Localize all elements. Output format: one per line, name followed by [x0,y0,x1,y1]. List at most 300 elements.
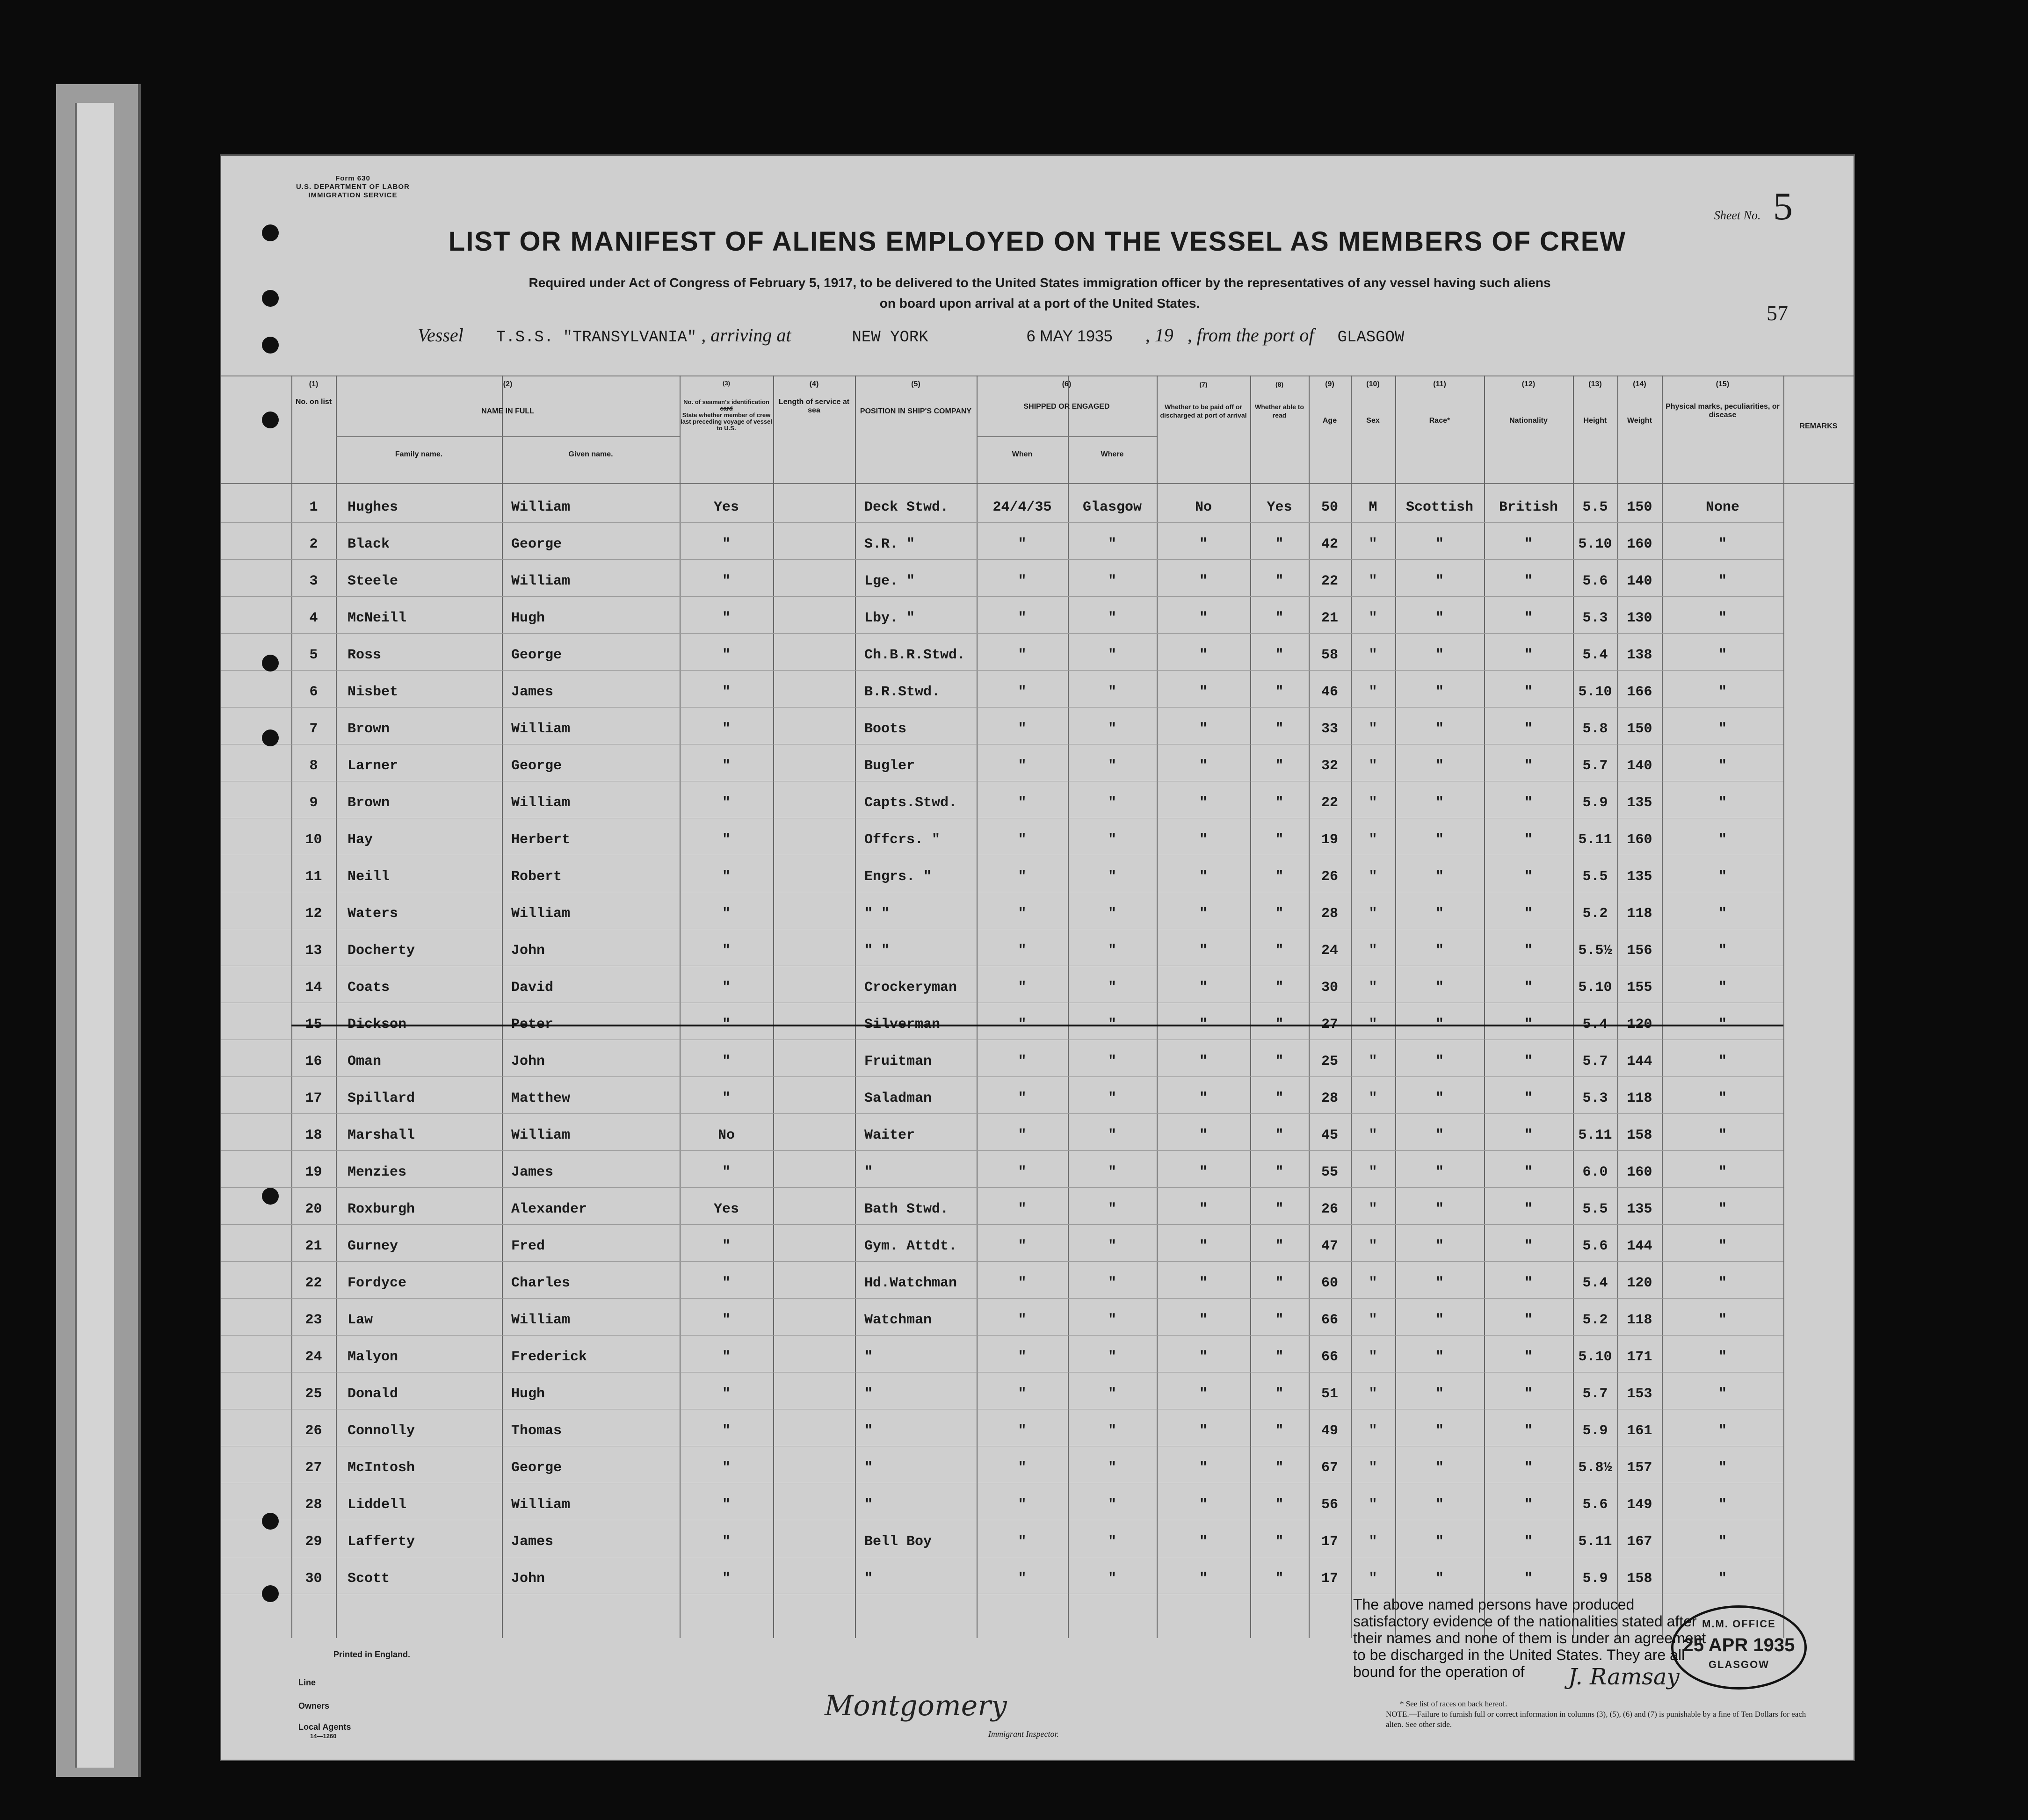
cell-sex: " [1369,1275,1377,1291]
cell-read: " [1275,758,1284,774]
cell-paid: " [1199,1127,1208,1143]
cell-c3: " [722,610,731,626]
cell-c3: " [722,1054,731,1069]
cell-age: 51 [1321,1386,1338,1402]
cell-age: 30 [1321,980,1338,996]
table-row [221,1372,1783,1409]
cell-nat: " [1524,573,1533,589]
cell-where: " [1108,1275,1116,1291]
hdr-num: (12) [1521,380,1535,388]
cell-paid: " [1199,795,1208,811]
cell-family: Law [348,1312,373,1328]
cell-read: " [1275,684,1284,700]
cell-nat: " [1524,1017,1533,1033]
page-subtitle [371,273,1709,314]
cell-sex: " [1369,1312,1377,1328]
cell-ht: 5.7 [1582,1386,1608,1402]
cell-read: " [1275,906,1284,922]
cell-paid: " [1199,610,1208,626]
hdr-num: (15) [1716,380,1730,388]
table-row [221,485,1783,523]
cell-where: " [1108,869,1116,885]
cell-sex: " [1369,758,1377,774]
cell-age: 17 [1321,1534,1338,1550]
cell-age: 50 [1321,499,1338,515]
cell-given: Hugh [511,1386,545,1402]
cell-no: 22 [305,1275,322,1291]
cell-where: " [1108,1091,1116,1106]
cell-where: " [1108,573,1116,589]
cell-sex: " [1369,869,1377,885]
cell-family: Hay [348,832,373,848]
cell-given: Thomas [511,1423,562,1439]
cell-race: " [1435,758,1444,774]
cell-sex: " [1369,684,1377,700]
cell-when: " [1018,1127,1027,1143]
cell-read: " [1275,1091,1284,1106]
cell-race: " [1435,1386,1444,1402]
cell-age: 47 [1321,1238,1338,1254]
cell-read: " [1275,536,1284,552]
cell-wt: 144 [1627,1054,1652,1069]
cell-marks: " [1718,1386,1727,1402]
cell-family: Lafferty [348,1534,415,1550]
page-number: 57 [1767,301,1788,325]
cell-age: 26 [1321,869,1338,885]
punch-hole [262,1188,279,1205]
cell-nat: " [1524,1460,1533,1476]
cell-race: " [1435,1312,1444,1328]
table-row [221,929,1783,966]
cell-where: " [1108,1238,1116,1254]
cell-race: " [1435,1238,1444,1254]
stamp-date: 25 APR 1935 [1683,1635,1795,1655]
cell-where: " [1108,943,1116,959]
hdr-text: POSITION IN SHIP'S COMPANY [860,407,972,415]
cell-where: " [1108,536,1116,552]
cell-wt: 161 [1627,1423,1652,1439]
cell-sex: " [1369,1460,1377,1476]
cell-where: " [1108,1164,1116,1180]
cell-wt: 144 [1627,1238,1652,1254]
cell-race: " [1435,536,1444,552]
cell-family: Scott [348,1571,390,1587]
hdr-num: (5) [911,380,920,388]
cell-wt: 118 [1627,906,1652,922]
hdr-num: (3) [723,380,730,387]
cell-family: Fordyce [348,1275,407,1291]
cell-read: " [1275,647,1284,663]
cell-pos: S.R. " [864,536,915,552]
hdr-text: Whether able to read [1254,403,1304,419]
cell-no: 24 [305,1349,322,1365]
cell-family: Larner [348,758,398,774]
cell-marks: " [1718,1127,1727,1143]
certifier-signature: J. Ramsay [1568,1664,1680,1690]
cell-when: " [1018,1571,1027,1587]
cell-age: 17 [1321,1571,1338,1587]
cell-wt: 160 [1627,832,1652,848]
cell-nat: " [1524,906,1533,922]
cell-when: " [1018,1386,1027,1402]
cell-given: James [511,1164,554,1180]
hdr-text: Age [1322,417,1337,425]
table-row [221,1224,1783,1262]
hdr-text: NAME IN FULL [481,407,534,415]
cell-where: " [1108,1460,1116,1476]
from-port-label: , from the port of [1187,325,1314,346]
cell-family: Nisbet [348,684,398,700]
cell-no: 14 [305,980,322,996]
cell-read: " [1275,1423,1284,1439]
hdr-remarks: REMARKS [1799,422,1838,430]
table-row [221,1113,1783,1151]
hdr-nationality [1484,380,1573,425]
cell-where: " [1108,1497,1116,1513]
cell-no: 27 [305,1460,322,1476]
cell-c3: " [722,1017,731,1033]
cell-pos: B.R.Stwd. [864,684,941,700]
cell-age: 28 [1321,906,1338,922]
cell-sex: " [1369,1238,1377,1254]
cell-race: " [1435,1571,1444,1587]
cell-pos: " [864,1571,873,1587]
hdr-num: (6) [1062,380,1072,388]
hdr-rule [977,436,1157,437]
punch-hole [262,655,279,672]
cell-given: George [511,647,562,663]
cell-marks: " [1718,1275,1727,1291]
hdr-read [1250,380,1309,419]
table-row [221,966,1783,1003]
cell-age: 67 [1321,1460,1338,1476]
cell-ht: 5.9 [1582,1571,1608,1587]
cell-ht: 5.4 [1582,1275,1608,1291]
cell-read: " [1275,1127,1284,1143]
cell-c3: " [722,906,731,922]
cell-sex: " [1369,832,1377,848]
cell-ht: 6.0 [1582,1164,1608,1180]
cell-paid: " [1199,1275,1208,1291]
form-number: Form 630 [335,174,370,182]
cell-read: " [1275,869,1284,885]
cell-wt: 118 [1627,1091,1652,1106]
cell-no: 17 [305,1091,322,1106]
cell-nat: " [1524,1312,1533,1328]
cell-age: 26 [1321,1201,1338,1217]
cell-race: " [1435,1054,1444,1069]
cell-c3: " [722,1238,731,1254]
cell-c3: " [722,647,731,663]
cell-sex: " [1369,1091,1377,1106]
cell-ht: 5.5½ [1578,943,1612,959]
cell-c3: " [722,758,731,774]
hdr-text: Race* [1429,417,1450,425]
cell-pos: Capts.Stwd. [864,795,957,811]
cell-family: Ross [348,647,382,663]
cell-where: " [1108,1423,1116,1439]
hdr-text: Whether to be paid off or discharged at port of arrival [1160,403,1247,419]
hdr-service [773,380,855,415]
cell-pos: " " [864,906,890,922]
table-row [221,744,1783,781]
cell-wt: 135 [1627,869,1652,885]
cell-marks: None [1705,499,1739,515]
hdr-name [336,380,680,416]
cell-pos: Lby. " [864,610,915,626]
hdr-text: Sex [1366,417,1380,425]
cell-marks: " [1718,721,1727,737]
cell-where: " [1108,1127,1116,1143]
cell-paid: " [1199,1054,1208,1069]
cell-pos: " [864,1497,873,1513]
cell-family: Marshall [348,1127,415,1143]
cell-wt: 135 [1627,1201,1652,1217]
sheet-label: Sheet No. [1714,209,1761,222]
cell-read: " [1275,1017,1284,1033]
cell-paid: " [1199,1164,1208,1180]
cell-nat: " [1524,832,1533,848]
cell-nat: " [1524,610,1533,626]
hdr-num: (14) [1633,380,1646,388]
cell-pos: Silverman [864,1017,941,1033]
cell-given: Frederick [511,1349,587,1365]
cell-wt: 120 [1627,1275,1652,1291]
cell-age: 49 [1321,1423,1338,1439]
hdr-num: (7) [1199,381,1208,388]
cell-no: 4 [309,610,318,626]
cell-pos: " [864,1164,873,1180]
cell-given: William [511,1497,571,1513]
cell-pos: Gym. Attdt. [864,1238,957,1254]
cell-nat: " [1524,1164,1533,1180]
cell-c3: " [722,1349,731,1365]
cell-ht: 5.5 [1582,1201,1608,1217]
cell-marks: " [1718,684,1727,700]
table-row [221,596,1783,634]
hdr-card [680,380,773,432]
cell-wt: 120 [1627,1017,1652,1033]
cell-marks: " [1718,1423,1727,1439]
hdr-weight [1617,380,1662,425]
cell-sex: " [1369,647,1377,663]
cell-c3: " [722,795,731,811]
cell-given: Charles [511,1275,571,1291]
cell-paid: " [1199,1571,1208,1587]
cell-ht: 5.3 [1582,610,1608,626]
cell-race: " [1435,1460,1444,1476]
cell-given: William [511,573,571,589]
cell-paid: " [1199,1201,1208,1217]
cell-read: " [1275,1571,1284,1587]
binder-inner-strip [75,103,114,1768]
cell-c3: " [722,536,731,552]
cell-when: " [1018,1238,1027,1254]
cell-marks: " [1718,1091,1727,1106]
table-row [221,1003,1783,1040]
cell-where: " [1108,721,1116,737]
punch-hole [262,337,279,354]
hdr-age [1309,380,1351,425]
cell-c3: " [722,1534,731,1550]
cell-family: McIntosh [348,1460,415,1476]
cell-sex: " [1369,1017,1377,1033]
cell-read: " [1275,721,1284,737]
cell-paid: " [1199,1460,1208,1476]
cell-race: " [1435,1349,1444,1365]
cell-wt: 166 [1627,684,1652,700]
cell-nat: " [1524,1127,1533,1143]
table-row [221,633,1783,671]
cell-read: " [1275,795,1284,811]
cell-marks: " [1718,1460,1727,1476]
table-row [221,855,1783,892]
cell-pos: Ch.B.R.Stwd. [864,647,966,663]
cell-given: William [511,1127,571,1143]
cell-family: Liddell [348,1497,407,1513]
table-row [221,1483,1783,1520]
cell-marks: " [1718,1571,1727,1587]
cell-nat: " [1524,721,1533,737]
hdr-when: When [1012,450,1033,458]
cell-read: " [1275,610,1284,626]
cell-c3: " [722,1423,731,1439]
cell-when: " [1018,795,1027,811]
cell-pos: " [864,1386,873,1402]
cell-sex: " [1369,1201,1377,1217]
punch-hole [262,224,279,241]
cell-when: " [1018,1054,1027,1069]
cell-sex: " [1369,1054,1377,1069]
cell-race: " [1435,647,1444,663]
cell-no: 3 [309,573,318,589]
cell-paid: " [1199,1238,1208,1254]
cell-sex: " [1369,795,1377,811]
cell-when: " [1018,943,1027,959]
cell-paid: " [1199,1423,1208,1439]
hdr-position [855,380,977,416]
cell-age: 25 [1321,1054,1338,1069]
subtitle-line-2: on board upon arrival at a port of the United States. [879,296,1200,311]
cell-pos: Crockeryman [864,980,957,996]
cell-where: " [1108,1017,1116,1033]
cell-no: 7 [309,721,318,737]
inspector-label: Immigrant Inspector. [988,1729,1059,1739]
cell-marks: " [1718,1238,1727,1254]
cell-wt: 160 [1627,536,1652,552]
cell-paid: " [1199,1349,1208,1365]
cell-family: Spillard [348,1091,415,1106]
cell-no: 12 [305,906,322,922]
cell-race: " [1435,1127,1444,1143]
col-rule [1783,376,1784,1638]
cell-nat: " [1524,1091,1533,1106]
cell-where: " [1108,684,1116,700]
cell-read: " [1275,1534,1284,1550]
cell-marks: " [1718,832,1727,848]
hdr-text: No. of seaman's identification card [683,398,769,412]
cell-nat: " [1524,1054,1533,1069]
cell-family: Donald [348,1386,398,1402]
table-row [221,1557,1783,1594]
cell-nat: " [1524,647,1533,663]
cell-sex: " [1369,721,1377,737]
footnotes [1386,1699,1816,1730]
stamp-bottom: GLASGOW [1708,1659,1770,1670]
cell-given: George [511,758,562,774]
hdr-num: (8) [1275,381,1284,388]
cell-marks: " [1718,647,1727,663]
cell-given: David [511,980,554,996]
table-row [221,1298,1783,1336]
cell-where: " [1108,906,1116,922]
cell-no: 25 [305,1386,322,1402]
cell-read: " [1275,1164,1284,1180]
cell-paid: " [1199,943,1208,959]
cell-sex: " [1369,1497,1377,1513]
cell-c3: " [722,684,731,700]
cell-marks: " [1718,1312,1727,1328]
cell-age: 46 [1321,684,1338,700]
table-row [221,1187,1783,1225]
cell-race: " [1435,832,1444,848]
table-row [221,892,1783,929]
cell-no: 6 [309,684,318,700]
cell-where: " [1108,610,1116,626]
arriving-label: , arriving at [701,325,791,346]
cell-paid: " [1199,536,1208,552]
cell-when: " [1018,684,1027,700]
cell-no: 2 [309,536,318,552]
cell-sex: " [1369,1349,1377,1365]
cell-given: William [511,906,571,922]
cell-age: 66 [1321,1312,1338,1328]
cell-read: " [1275,832,1284,848]
cell-sex: " [1369,906,1377,922]
hdr-marks [1662,380,1783,419]
cell-when: " [1018,1164,1027,1180]
cell-age: 55 [1321,1164,1338,1180]
cell-ht: 5.11 [1578,1127,1612,1143]
cell-when: " [1018,1423,1027,1439]
cell-sex: " [1369,943,1377,959]
cell-c3: " [722,980,731,996]
cell-age: 45 [1321,1127,1338,1143]
cell-where: " [1108,832,1116,848]
hdr-text: Weight [1627,417,1652,425]
stamp-top: M.M. OFFICE [1702,1618,1776,1630]
cell-no: 8 [309,758,318,774]
cell-age: 28 [1321,1091,1338,1106]
hdr-num: (9) [1325,380,1334,388]
hdr-paid [1157,380,1250,419]
punch-hole [262,1513,279,1530]
cell-race: " [1435,1534,1444,1550]
cell-marks: " [1718,610,1727,626]
cell-pos: Bath Stwd. [864,1201,949,1217]
cell-nat: " [1524,536,1533,552]
cell-family: Neill [348,869,390,885]
cell-age: 33 [1321,721,1338,737]
cell-given: Robert [511,869,562,885]
cell-when: " [1018,721,1027,737]
manifest-page [220,154,1855,1761]
cell-pos: Fruitman [864,1054,932,1069]
cell-paid: " [1199,1386,1208,1402]
cell-c3: " [722,721,731,737]
cell-c3: " [722,832,731,848]
cell-no: 21 [305,1238,322,1254]
